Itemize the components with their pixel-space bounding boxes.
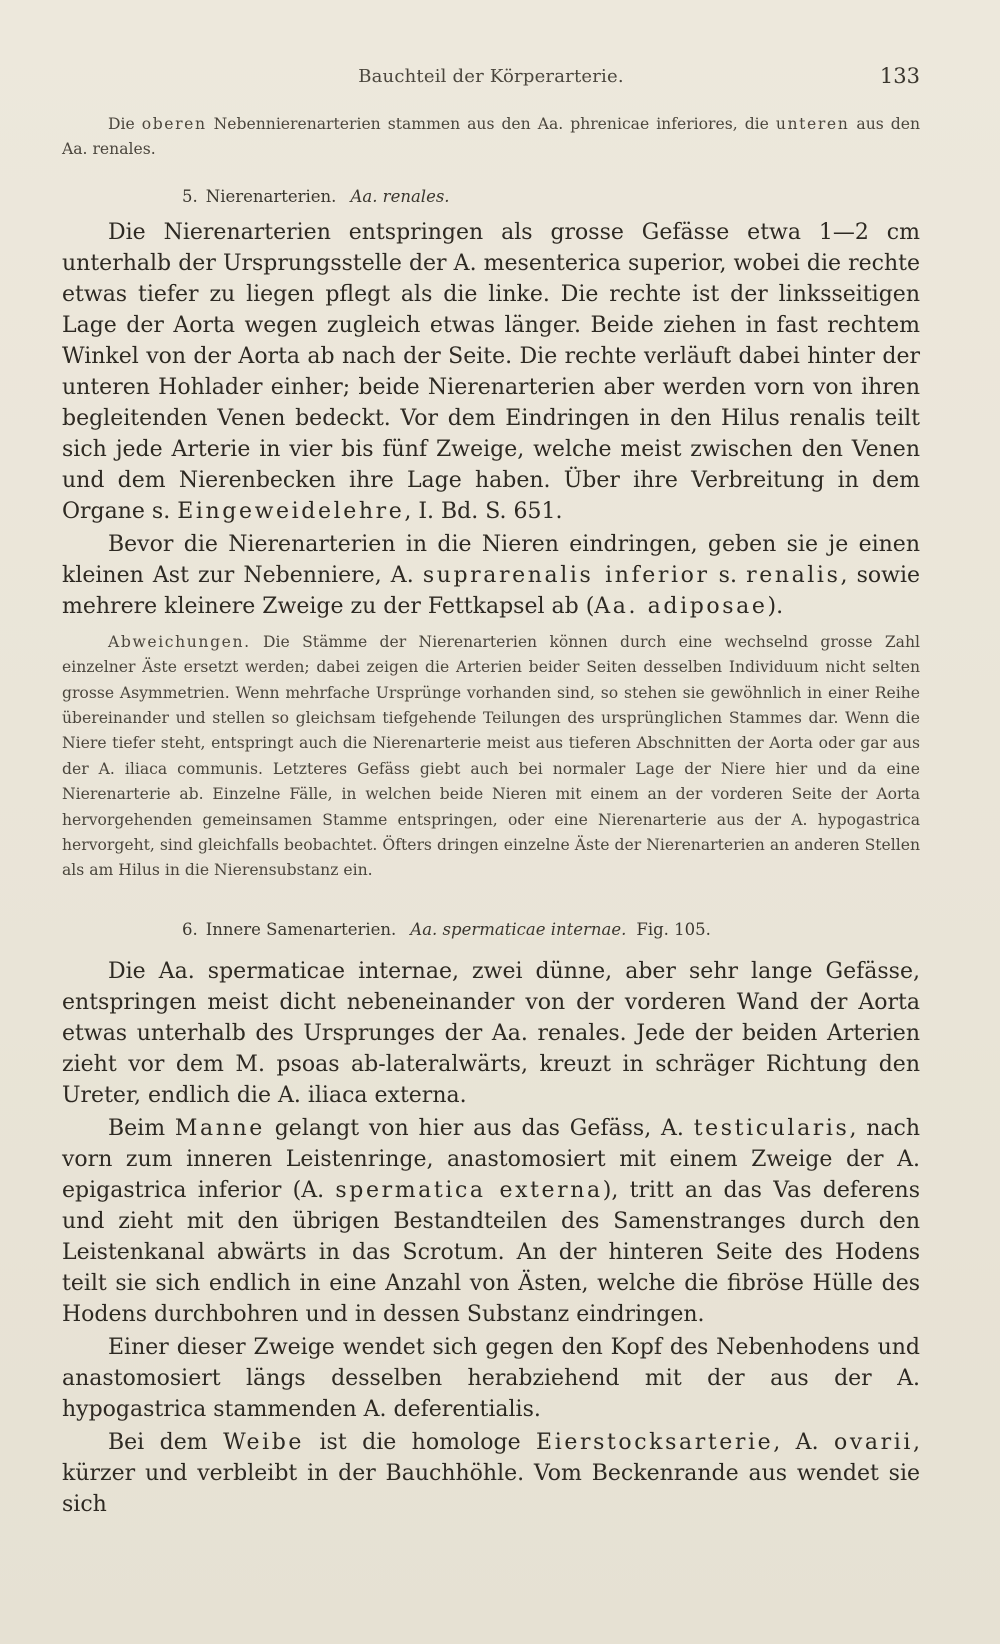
section-latin-name: Aa. spermaticae internae. (410, 919, 627, 939)
section-6-paragraph-1: Die Aa. spermaticae internae, zwei dünne, aber sehr lange Gefässe, entspringen meist dicht nebeneinander von der vorderen Wand der Aorta etwas unterhalb des Ursprunges der Aa. renales. Jede der beiden Arterien zieht vor dem M. psoas ab-lateralwärts, kreuzt in schräger Richtung den Ureter, endlich die A. iliaca externa. (62, 958, 920, 1108)
section-6-heading (62, 918, 920, 942)
section-5-heading (62, 185, 920, 209)
variations-label: Abweichungen. (108, 632, 251, 651)
section-6-paragraph-4: Bei dem Weibe ist die homologe Eierstocksarterie, A. ovarii, kürzer und verbleibt in der Bauchhöhle. Vom Beckenrande aus wendet sie sich (62, 1429, 920, 1517)
section-number: 6. (182, 919, 198, 939)
section-latin-name: Aa. renales. (350, 186, 450, 206)
variations-note: Abweichungen. Die Stämme der Nierenarterien können durch eine wechselnd grosse Zahl einzelner Äste ersetzt werden; dabei zeigen die Arterien beider Seiten desselben Individuum nicht selten grosse Asymmetrien. Wenn mehrfache Ursprünge vorhanden sind, so stehen sie gewöhnlich in einer Reihe übereinander und stellen so gleichsam tiefgehende Teilungen des ursprünglichen Stammes dar. Wenn die Niere tiefer steht, entspringt auch die Nierenarterie meist aus tieferen Abschnitten der Aorta oder gar aus der A. iliaca communis. Letzteres Gefäss giebt auch bei normaler Lage der Niere hier und da eine Nierenarterie ab. Einzelne Fälle, in welchen beide Nieren mit einem an der vorderen Seite der Aorta hervorgehenden gemeinsamen Stamme entspringen, oder eine Nierenarterie aus der A. hypogastrica hervorgeht, sind gleichfalls beobachtet. Öfters dringen einzelne Äste der Nierenarterien an anderen Stellen als am Hilus in die Nierensubstanz ein. (62, 632, 920, 880)
page-content (62, 112, 920, 1520)
section-6-paragraph-2: Beim Manne gelangt von hier aus das Gefäss, A. testicularis, nach vorn zum inneren Leistenringe, anastomosiert mit einem Zweige der A. epigastrica inferior (A. spermatica externa), tritt an das Vas deferens und zieht mit den übrigen Bestandteilen des Samenstranges durch den Leistenkanal abwärts in das Scrotum. An der hinteren Seite des Hodens teilt sie sich endlich in eine Anzahl von Ästen, welche die fibröse Hülle des Hodens durchbohren und in dessen Substanz eindringen. (62, 1115, 921, 1327)
section-title: Nierenarterien. (205, 186, 337, 206)
page-number: 133 (879, 64, 920, 88)
section-number: 5. (182, 186, 198, 206)
figure-reference: Fig. 105. (636, 919, 711, 939)
section-title: Innere Samenarterien. (205, 919, 397, 939)
intro-paragraph: Die oberen Nebennierenarterien stammen aus den Aa. phrenicae inferiores, die unteren aus den Aa. renales. (62, 115, 920, 159)
running-head: Bauchteil der Körperarterie. (358, 66, 624, 87)
page-header (62, 62, 920, 102)
section-5-paragraph-1: Die Nierenarterien entspringen als grosse Gefässe etwa 1—2 cm unterhalb der Ursprungsstelle der A. mesenterica superior, wobei die rechte etwas tiefer zu liegen pflegt als die linke. Die rechte ist der linksseitigen Lage der Aorta wegen zugleich etwas länger. Beide ziehen in fast rechtem Winkel von der Aorta ab nach der Seite. Die rechte verläuft dabei hinter der unteren Hohlader einher; beide Nierenarterien aber werden vorn von ihren begleitenden Venen bedeckt. Vor dem Eindringen in den Hilus renalis teilt sich jede Arterie in vier bis fünf Zweige, welche meist zwischen den Venen und dem Nierenbecken ihre Lage haben. Über ihre Verbreitung in dem Organe s. Eingeweidelehre, I. Bd. S. 651. (62, 219, 920, 524)
section-6-paragraph-3: Einer dieser Zweige wendet sich gegen den Kopf des Nebenhodens und anastomosiert längs desselben herabziehend mit der aus der A. hypogastrica stammenden A. deferentialis. (62, 1334, 920, 1422)
section-5-paragraph-2: Bevor die Nierenarterien in die Nieren eindringen, geben sie je einen kleinen Ast zur Nebenniere, A. suprarenalis inferior s. renalis, sowie mehrere kleinere Zweige zu der Fettkapsel ab (Aa. adiposae). (62, 531, 920, 619)
